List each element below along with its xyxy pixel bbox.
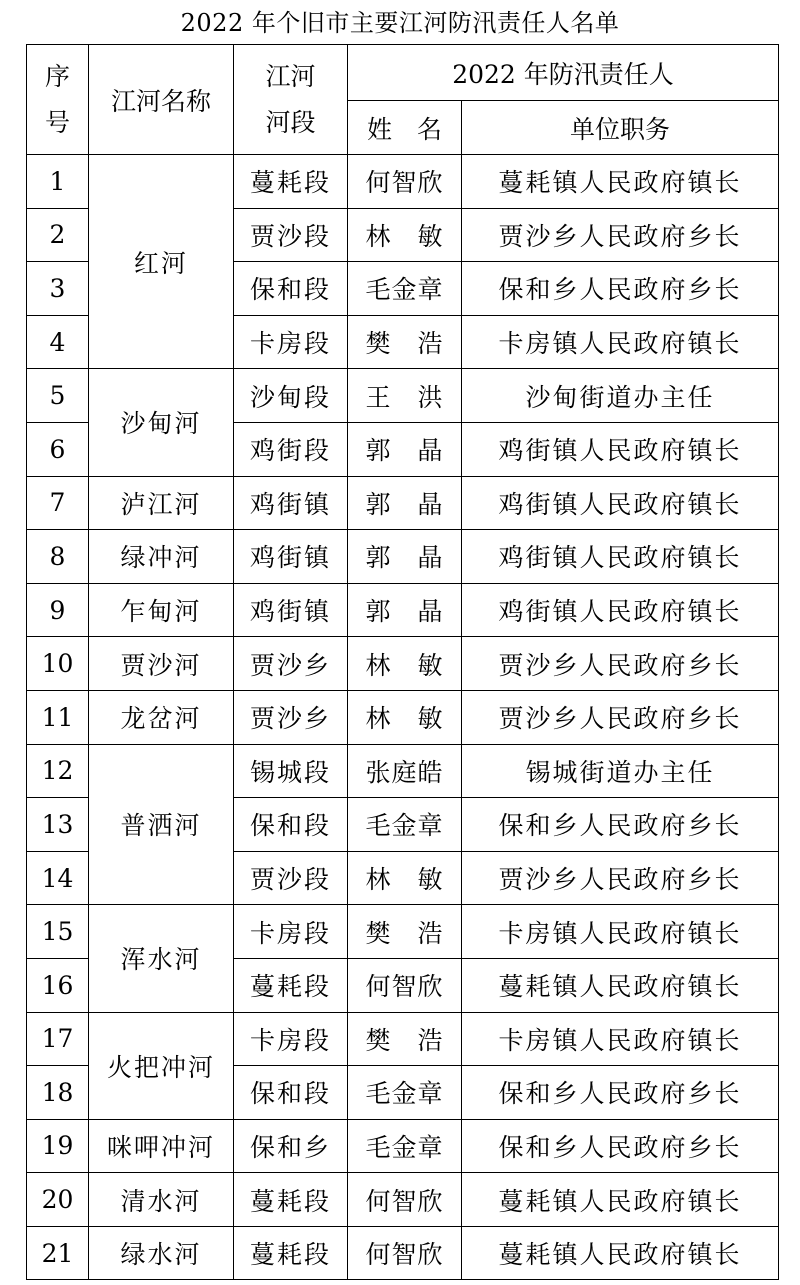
responsible-person-cell: 林 敏 (348, 637, 462, 691)
river-name-cell: 沙甸河 (89, 369, 234, 476)
table-row (27, 744, 779, 798)
responsible-person-cell: 何智欣 (348, 958, 462, 1012)
responsible-person-cell: 王 洪 (348, 369, 462, 423)
header-section-line-2: 河段 (265, 107, 316, 137)
table-row (27, 530, 779, 584)
row-number-cell: 6 (27, 422, 89, 476)
unit-position-cell: 保和乡人民政府乡长 (462, 1119, 779, 1173)
river-name-cell: 龙岔河 (89, 690, 234, 744)
responsible-person-cell: 毛金章 (348, 798, 462, 852)
table-row (27, 1119, 779, 1173)
river-section-cell: 贾沙乡 (234, 690, 348, 744)
responsible-person-cell: 樊 浩 (348, 315, 462, 369)
unit-position-cell: 鸡街镇人民政府镇长 (462, 530, 779, 584)
header-responsible-group: 2022 年防汛责任人 (348, 45, 779, 101)
river-name-cell: 贾沙河 (89, 637, 234, 691)
table-row (27, 1226, 779, 1280)
table-row (27, 690, 779, 744)
river-name-cell: 绿冲河 (89, 530, 234, 584)
row-number-cell: 15 (27, 905, 89, 959)
river-section-cell: 鸡街镇 (234, 476, 348, 530)
document-title: 2022 年个旧市主要江河防汛责任人名单 (180, 9, 620, 37)
header-seq-line-2: 号 (44, 107, 70, 137)
roster-body (27, 155, 779, 1280)
row-number-cell: 17 (27, 1012, 89, 1066)
river-name-cell: 咪呷冲河 (89, 1119, 234, 1173)
row-number-cell: 12 (27, 744, 89, 798)
river-name-cell: 火把冲河 (89, 1012, 234, 1119)
river-section-cell: 蔓耗段 (234, 958, 348, 1012)
river-section-cell: 蔓耗段 (234, 1173, 348, 1227)
header-person-name: 姓 名 (348, 101, 462, 155)
river-name-cell: 红河 (89, 155, 234, 369)
row-number-cell: 5 (27, 369, 89, 423)
river-section-cell: 贾沙乡 (234, 637, 348, 691)
river-section-cell: 卡房段 (234, 315, 348, 369)
river-section-cell: 鸡街镇 (234, 530, 348, 584)
unit-position-cell: 保和乡人民政府乡长 (462, 1066, 779, 1120)
header-river-section (234, 45, 348, 155)
river-section-cell: 沙甸段 (234, 369, 348, 423)
river-section-cell: 贾沙段 (234, 851, 348, 905)
river-section-cell: 保和乡 (234, 1119, 348, 1173)
river-section-cell: 保和段 (234, 262, 348, 316)
unit-position-cell: 鸡街镇人民政府镇长 (462, 476, 779, 530)
unit-position-cell: 鸡街镇人民政府镇长 (462, 583, 779, 637)
row-number-cell: 18 (27, 1066, 89, 1120)
unit-position-cell: 贾沙乡人民政府乡长 (462, 637, 779, 691)
river-name-cell: 清水河 (89, 1173, 234, 1227)
unit-position-cell: 卡房镇人民政府镇长 (462, 905, 779, 959)
row-number-cell: 20 (27, 1173, 89, 1227)
responsible-person-cell: 毛金章 (348, 262, 462, 316)
table-row (27, 905, 779, 959)
unit-position-cell: 蔓耗镇人民政府镇长 (462, 1226, 779, 1280)
river-section-cell: 鸡街镇 (234, 583, 348, 637)
table-row (27, 1173, 779, 1227)
unit-position-cell: 卡房镇人民政府镇长 (462, 1012, 779, 1066)
row-number-cell: 3 (27, 262, 89, 316)
row-number-cell: 9 (27, 583, 89, 637)
header-river-name: 江河名称 (89, 45, 234, 155)
river-section-cell: 保和段 (234, 1066, 348, 1120)
responsible-person-cell: 毛金章 (348, 1119, 462, 1173)
unit-position-cell: 保和乡人民政府乡长 (462, 262, 779, 316)
table-row (27, 1012, 779, 1066)
row-number-cell: 16 (27, 958, 89, 1012)
river-section-cell: 蔓耗段 (234, 1226, 348, 1280)
row-number-cell: 21 (27, 1226, 89, 1280)
unit-position-cell: 保和乡人民政府乡长 (462, 798, 779, 852)
river-section-cell: 贾沙段 (234, 208, 348, 262)
unit-position-cell: 卡房镇人民政府镇长 (462, 315, 779, 369)
row-number-cell: 4 (27, 315, 89, 369)
responsible-person-cell: 郭 晶 (348, 476, 462, 530)
row-number-cell: 10 (27, 637, 89, 691)
unit-position-cell: 蔓耗镇人民政府镇长 (462, 155, 779, 209)
unit-position-cell: 蔓耗镇人民政府镇长 (462, 1173, 779, 1227)
table-row (27, 637, 779, 691)
responsible-person-cell: 何智欣 (348, 155, 462, 209)
row-number-cell: 2 (27, 208, 89, 262)
table-row (27, 155, 779, 209)
river-section-cell: 鸡街段 (234, 422, 348, 476)
responsible-person-cell: 张庭皓 (348, 744, 462, 798)
unit-position-cell: 贾沙乡人民政府乡长 (462, 690, 779, 744)
header-section-line-1: 江河 (265, 61, 316, 91)
row-number-cell: 7 (27, 476, 89, 530)
river-name-cell: 泸江河 (89, 476, 234, 530)
row-number-cell: 1 (27, 155, 89, 209)
river-section-cell: 锡城段 (234, 744, 348, 798)
responsible-person-cell: 林 敏 (348, 208, 462, 262)
unit-position-cell: 鸡街镇人民政府镇长 (462, 422, 779, 476)
responsible-person-cell: 樊 浩 (348, 1012, 462, 1066)
row-number-cell: 11 (27, 690, 89, 744)
unit-position-cell: 沙甸街道办主任 (462, 369, 779, 423)
responsible-person-cell: 何智欣 (348, 1226, 462, 1280)
responsible-person-cell: 郭 晶 (348, 583, 462, 637)
responsible-person-cell: 郭 晶 (348, 530, 462, 584)
row-number-cell: 13 (27, 798, 89, 852)
river-section-cell: 卡房段 (234, 1012, 348, 1066)
river-section-cell: 卡房段 (234, 905, 348, 959)
responsible-person-cell: 樊 浩 (348, 905, 462, 959)
river-name-cell: 普洒河 (89, 744, 234, 905)
unit-position-cell: 贾沙乡人民政府乡长 (462, 851, 779, 905)
river-name-cell: 绿水河 (89, 1226, 234, 1280)
responsible-person-cell: 林 敏 (348, 690, 462, 744)
responsible-person-cell: 毛金章 (348, 1066, 462, 1120)
row-number-cell: 19 (27, 1119, 89, 1173)
row-number-cell: 14 (27, 851, 89, 905)
table-row (27, 369, 779, 423)
header-unit-position: 单位职务 (462, 101, 779, 155)
table-row (27, 583, 779, 637)
responsible-person-cell: 何智欣 (348, 1173, 462, 1227)
river-section-cell: 蔓耗段 (234, 155, 348, 209)
row-number-cell: 8 (27, 530, 89, 584)
river-section-cell: 保和段 (234, 798, 348, 852)
river-name-cell: 浑水河 (89, 905, 234, 1012)
unit-position-cell: 锡城街道办主任 (462, 744, 779, 798)
unit-position-cell: 贾沙乡人民政府乡长 (462, 208, 779, 262)
responsible-person-cell: 郭 晶 (348, 422, 462, 476)
header-seq (27, 45, 89, 155)
responsible-person-cell: 林 敏 (348, 851, 462, 905)
unit-position-cell: 蔓耗镇人民政府镇长 (462, 958, 779, 1012)
table-row (27, 476, 779, 530)
river-name-cell: 乍甸河 (89, 583, 234, 637)
header-seq-line-1: 序 (44, 61, 70, 91)
flood-control-roster-table (26, 44, 779, 1280)
